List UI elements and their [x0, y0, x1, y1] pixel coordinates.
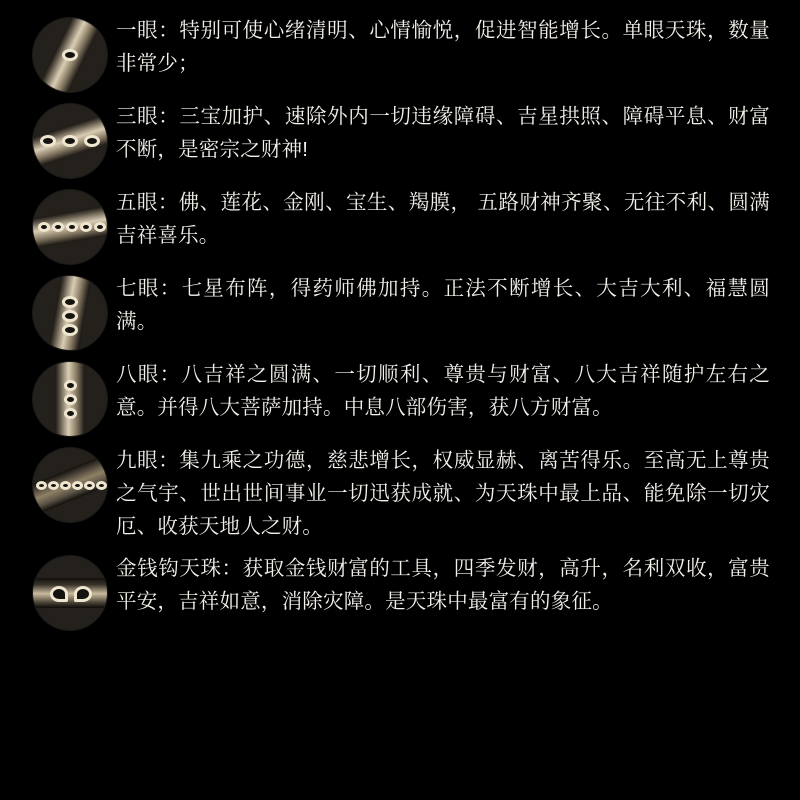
bead-background	[33, 362, 107, 436]
entry-text-block	[116, 444, 776, 544]
bead-background	[33, 104, 107, 178]
three-eye-dzi-bead-image	[33, 104, 107, 178]
money-hook-dzi-bead-image	[33, 556, 107, 630]
five-eye-dzi-bead-image	[33, 190, 107, 264]
entry-text-block	[116, 272, 776, 338]
bead-thumbnail-wrapper	[24, 100, 116, 178]
entry-text-block	[116, 358, 776, 424]
list-item	[24, 552, 776, 630]
list-item	[24, 444, 776, 544]
entry-description: 金钱钩天珠：获取金钱财富的工具，四季发财，高升，名利双收，富贵平安，吉祥如意，消除灾障。是天珠中最富有的象征。	[116, 556, 770, 613]
entry-text-block	[116, 100, 776, 166]
bead-background	[33, 190, 107, 264]
one-eye-dzi-bead-image	[33, 18, 107, 92]
list-item	[24, 272, 776, 350]
list-item	[24, 358, 776, 436]
entry-text-block	[116, 14, 776, 80]
bead-background	[33, 556, 107, 630]
bead-background	[33, 448, 107, 522]
entry-description: 一眼：特别可使心绪清明、心情愉悦，促进智能增长。单眼天珠，数量非常少；	[116, 19, 770, 76]
bead-background	[33, 18, 107, 92]
seven-eye-dzi-bead-image	[33, 276, 107, 350]
entry-description: 五眼：佛、莲花、金刚、宝生、羯膜， 五路财神齐聚、无往不利、圆满吉祥喜乐。	[116, 191, 770, 248]
entry-text-block	[116, 186, 776, 252]
bead-thumbnail-wrapper	[24, 186, 116, 264]
bead-thumbnail-wrapper	[24, 552, 116, 630]
list-item	[24, 14, 776, 92]
bead-thumbnail-wrapper	[24, 14, 116, 92]
bead-thumbnail-wrapper	[24, 444, 116, 522]
entry-description: 九眼：集九乘之功德，慈悲增长，权威显赫、离苦得乐。至高无上尊贵之气宇、世出世间事业一切迅获成就、为天珠中最上品、能免除一切灾厄、收获天地人之财。	[116, 449, 770, 539]
entry-text-block	[116, 552, 776, 618]
eight-eye-dzi-bead-image	[33, 362, 107, 436]
bead-background	[33, 276, 107, 350]
nine-eye-dzi-bead-image	[33, 448, 107, 522]
bead-thumbnail-wrapper	[24, 272, 116, 350]
list-item	[24, 100, 776, 178]
bead-thumbnail-wrapper	[24, 358, 116, 436]
entry-description: 七眼：七星布阵，得药师佛加持。正法不断增长、大吉大利、福慧圆满。	[116, 277, 770, 334]
entry-description: 八眼：八吉祥之圆满、一切顺利、尊贵与财富、八大吉祥随护左右之意。并得八大菩萨加持。中息八部伤害，获八方财富。	[116, 363, 770, 420]
list-item	[24, 186, 776, 264]
entry-description: 三眼：三宝加护、速除外内一切违缘障碍、吉星拱照、障碍平息、财富不断，是密宗之财神!	[116, 105, 770, 162]
